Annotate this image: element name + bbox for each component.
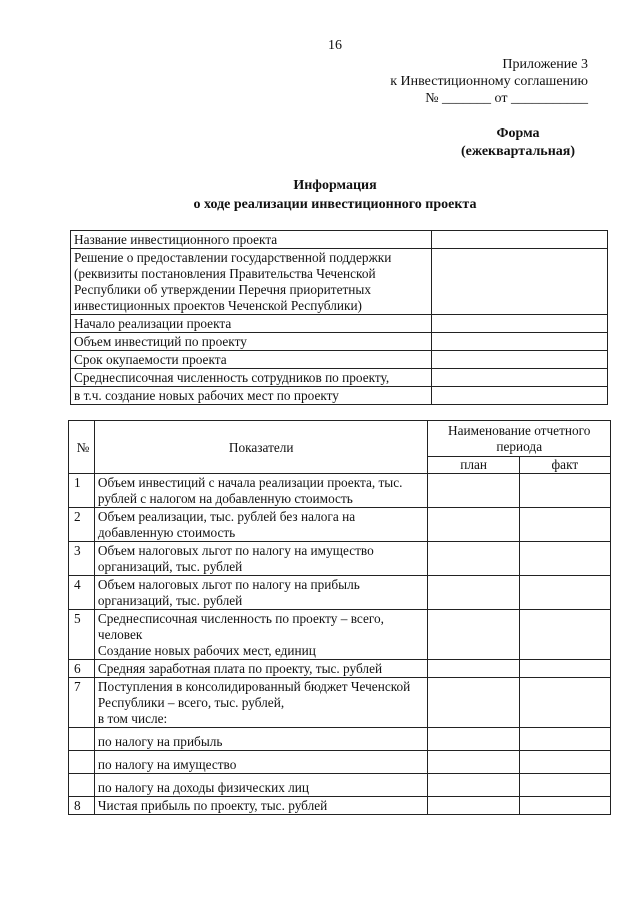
header-fact: факт [519, 457, 610, 474]
info-value-cell[interactable] [431, 315, 607, 333]
info-value-cell[interactable] [431, 249, 607, 315]
plan-cell[interactable] [428, 576, 519, 610]
fact-cell[interactable] [519, 660, 610, 678]
indicator-text: по налогу на имущество [94, 751, 428, 774]
plan-cell[interactable] [428, 508, 519, 542]
indicator-text: Объем инвестиций с начала реализации проекта, тыс. рублей с налогом на добавленную стоимость [94, 474, 428, 508]
row-number: 6 [69, 660, 95, 678]
form-label-line-1: Форма [496, 126, 540, 141]
row-number: 2 [69, 508, 95, 542]
info-label: Объем инвестиций по проекту [71, 333, 432, 351]
header-period: Наименование отчетного периода [428, 421, 611, 457]
plan-cell[interactable] [428, 774, 519, 797]
info-row [71, 369, 608, 387]
indicator-row [69, 797, 611, 815]
indicator-row [69, 751, 611, 774]
plan-cell[interactable] [428, 678, 519, 728]
info-row [71, 231, 608, 249]
indicator-text-block [94, 610, 428, 660]
indicators-table [68, 420, 611, 815]
plan-cell[interactable] [428, 610, 519, 660]
row-number: 8 [69, 797, 95, 815]
fact-cell[interactable] [519, 610, 610, 660]
indicator-text-block [94, 678, 428, 728]
indicator-text: Объем налоговых льгот по налогу на прибыль организаций, тыс. рублей [94, 576, 428, 610]
info-label: Начало реализации проекта [71, 315, 432, 333]
info-label: Срок окупаемости проекта [71, 351, 432, 369]
fact-cell[interactable] [519, 797, 610, 815]
document-title [0, 176, 640, 214]
plan-cell[interactable] [428, 542, 519, 576]
row-number: 3 [69, 542, 95, 576]
plan-cell[interactable] [428, 474, 519, 508]
fact-cell[interactable] [519, 678, 610, 728]
indicator-text: Среднесписочная численность по проекту – всего, человек [97, 611, 384, 642]
header-indicators: Показатели [94, 421, 428, 474]
row-number: 7 [69, 678, 95, 728]
info-row [71, 249, 608, 315]
info-label: Среднесписочная численность сотрудников по проекту, [71, 369, 432, 387]
info-value-cell[interactable] [431, 231, 607, 249]
fact-cell[interactable] [519, 728, 610, 751]
appendix-line-3: № _______ от ___________ [425, 91, 588, 106]
indicator-row [69, 660, 611, 678]
indicator-row [69, 542, 611, 576]
fact-cell[interactable] [519, 576, 610, 610]
indicator-subtext: Создание новых рабочих мест, единиц [97, 643, 316, 658]
plan-cell[interactable] [428, 751, 519, 774]
row-number: 5 [69, 610, 95, 660]
indicator-text: по налогу на прибыль [94, 728, 428, 751]
row-number: 4 [69, 576, 95, 610]
title-line-1: Информация [293, 178, 377, 193]
row-number: 1 [69, 474, 95, 508]
info-value-cell[interactable] [431, 333, 607, 351]
info-label: в т.ч. создание новых рабочих мест по проекту [71, 387, 432, 405]
indicator-subtext: в том числе: [97, 711, 168, 726]
info-row [71, 387, 608, 405]
appendix-reference [390, 56, 588, 107]
info-value-cell[interactable] [431, 369, 607, 387]
form-label [448, 125, 588, 161]
fact-cell[interactable] [519, 751, 610, 774]
fact-cell[interactable] [519, 474, 610, 508]
indicator-text: Поступления в консолидированный бюджет Чеченской Республики – всего, тыс. рублей, [97, 679, 411, 710]
info-label: Название инвестиционного проекта [71, 231, 432, 249]
fact-cell[interactable] [519, 542, 610, 576]
indicator-row [69, 774, 611, 797]
indicator-text: Средняя заработная плата по проекту, тыс. рублей [94, 660, 428, 678]
fact-cell[interactable] [519, 774, 610, 797]
indicator-text: Чистая прибыль по проекту, тыс. рублей [94, 797, 428, 815]
info-value-cell[interactable] [431, 351, 607, 369]
header-row [69, 421, 611, 457]
form-label-line-2: (ежеквартальная) [460, 144, 576, 159]
title-line-2: о ходе реализации инвестиционного проекта [193, 197, 477, 212]
indicator-row [69, 610, 611, 660]
indicator-row [69, 678, 611, 728]
indicator-row [69, 474, 611, 508]
info-row [71, 333, 608, 351]
info-row [71, 351, 608, 369]
indicator-text: Объем реализации, тыс. рублей без налога на добавленную стоимость [94, 508, 428, 542]
info-value-cell[interactable] [431, 387, 607, 405]
project-info-table [70, 230, 608, 405]
plan-cell[interactable] [428, 728, 519, 751]
row-number [69, 751, 95, 774]
row-number [69, 774, 95, 797]
indicator-text: Объем налоговых льгот по налогу на имущество организаций, тыс. рублей [94, 542, 428, 576]
plan-cell[interactable] [428, 660, 519, 678]
indicator-row [69, 576, 611, 610]
indicator-text: по налогу на доходы физических лиц [94, 774, 428, 797]
fact-cell[interactable] [519, 508, 610, 542]
header-plan: план [428, 457, 519, 474]
page-number: 16 [328, 38, 342, 53]
row-number [69, 728, 95, 751]
info-row [71, 315, 608, 333]
header-number: № [69, 421, 95, 474]
info-label: Решение о предоставлении государственной поддержки (реквизиты постановления Правительства Чеченской Республики об утверждении Перечня приоритетных инвестиционных проектов Чеченской Республики) [71, 249, 432, 315]
plan-cell[interactable] [428, 797, 519, 815]
indicator-row [69, 508, 611, 542]
appendix-line-1: Приложение 3 [502, 57, 588, 72]
appendix-line-2: к Инвестиционному соглашению [390, 74, 588, 89]
indicator-row [69, 728, 611, 751]
